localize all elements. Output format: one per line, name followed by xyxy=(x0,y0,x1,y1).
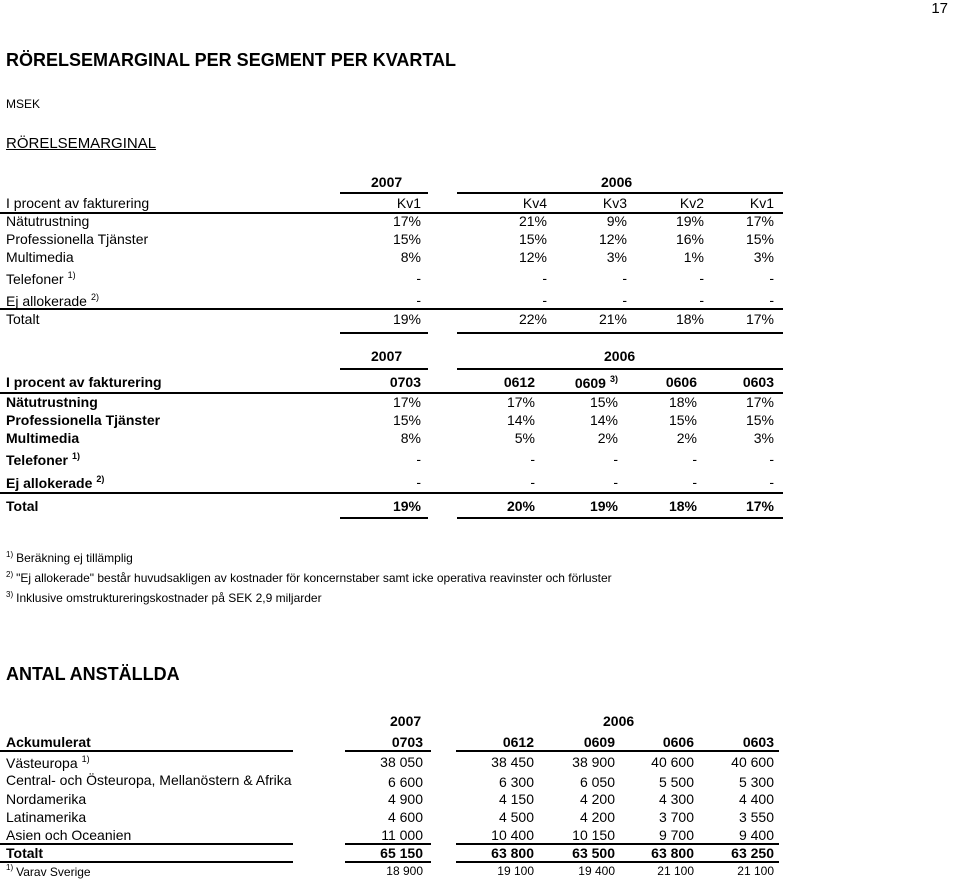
employees-title: ANTAL ANSTÄLLDA xyxy=(6,664,180,684)
employees-total xyxy=(0,844,960,862)
t1-year-2006: 2006 xyxy=(601,174,633,190)
table-row: Professionella Tjänster 15% 14% 14% 15% 15% xyxy=(6,412,774,428)
table-row: Latinamerika 4 600 4 500 4 200 3 700 3 550 xyxy=(6,809,774,825)
table-row-total: Totalt 65 150 63 800 63 500 63 800 63 250 xyxy=(6,845,774,861)
t1-col-3: Kv2 xyxy=(679,195,704,211)
table-row: Central- och Östeuropa, Mellanöstern & Afrika 6 600 6 300 6 050 5 500 5 300 xyxy=(6,772,774,790)
footnote-2: $^{2)}$ "Ej allokerade" består huvudsakligen av kostnader för koncernstaber samt icke operativa reavinster och förluster xyxy=(6,570,612,585)
table-row: Ej allokerade $^{2)}$ - - - - - xyxy=(6,292,774,309)
t1-year-2007: 2007 xyxy=(371,174,403,190)
table-row-sweden: $^{1)}$ Varav Sverige 18 900 19 100 19 400 21 100 21 100 xyxy=(6,863,774,879)
table-row: Nordamerika 4 900 4 150 4 200 4 300 4 400 xyxy=(6,791,774,807)
table-row: Asien och Oceanien 11 000 10 400 10 150 9 700 9 400 xyxy=(6,827,774,843)
table-row-total: Totalt 19% 22% 21% 18% 17% xyxy=(6,311,774,327)
footnote-1: $^{1)}$ Beräkning ej tillämplig xyxy=(6,550,133,565)
table-row: Multimedia 8% 12% 3% 1% 3% xyxy=(6,249,774,265)
table2-total xyxy=(0,497,960,515)
table-row: Telefoner $^{1)}$ - - - - - xyxy=(6,270,774,287)
t1-col-2: Kv3 xyxy=(602,195,627,211)
employees-table xyxy=(0,733,960,751)
section-subtitle: RÖRELSEMARGINAL xyxy=(6,135,157,152)
table-row: Nätutrustning 17% 21% 9% 19% 17% xyxy=(6,213,774,229)
table2-body xyxy=(0,393,960,493)
table-row: Västeuropa $^{1)}$ 38 050 38 450 38 900 40 600 40 600 xyxy=(6,754,774,771)
table1-header-row xyxy=(0,194,960,212)
page-title: RÖRELSEMARGINAL PER SEGMENT PER KVARTAL xyxy=(6,50,457,70)
table-row-total: Total 19% 20% 19% 18% 17% xyxy=(6,498,774,514)
employees-sweden xyxy=(0,862,960,880)
emp-year-2007: 2007 xyxy=(390,713,422,729)
t1-col-4: Kv1 xyxy=(749,195,774,211)
currency-label: MSEK xyxy=(6,97,41,111)
t1-header-label: I procent av fakturering xyxy=(6,195,150,211)
table-row: Telefoner $^{1)}$ - - - - - xyxy=(6,451,774,468)
emp-header-row: Ackumulerat 0703 0612 0609 0606 0603 xyxy=(6,734,774,750)
page-number: 17 xyxy=(931,0,948,17)
table1-total xyxy=(0,310,960,328)
table2 xyxy=(0,373,960,391)
employees-body xyxy=(0,751,960,843)
table-row: Nätutrustning 17% 17% 15% 18% 17% xyxy=(6,394,774,410)
emp-year-2006: 2006 xyxy=(603,713,635,729)
table-row: Multimedia 8% 5% 2% 2% 3% xyxy=(6,430,774,446)
table1-body xyxy=(0,212,960,310)
t1-col-0: Kv1 xyxy=(396,195,421,211)
table-row: Professionella Tjänster 15% 15% 12% 16% 15% xyxy=(6,231,774,247)
footnote-3: $^{3)}$ Inklusive omstruktureringskostnader på SEK 2,9 miljarder xyxy=(6,590,322,605)
t2-year-2006: 2006 xyxy=(604,348,636,364)
t1-col-1: Kv4 xyxy=(522,195,547,211)
table1 xyxy=(0,194,960,212)
table-row: Ej allokerade $^{2)}$ - - - - - xyxy=(6,474,774,491)
table2-header-row: I procent av fakturering 0703 0612 0609 $^{3)}$ 0606 0603 xyxy=(6,374,774,391)
t2-year-2007: 2007 xyxy=(371,348,403,364)
